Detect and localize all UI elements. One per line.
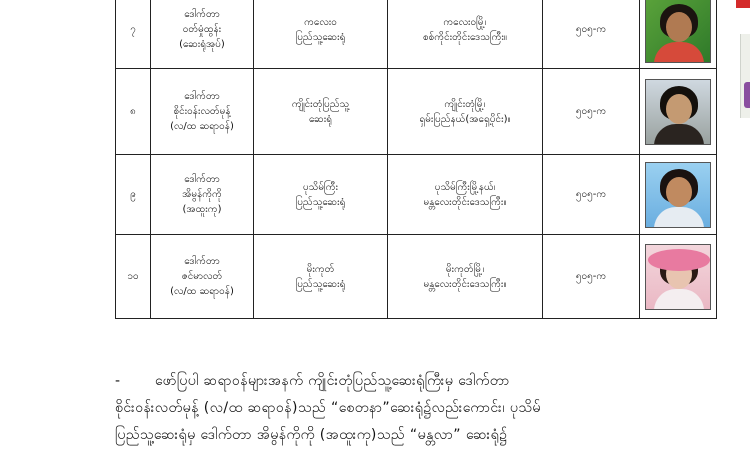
- cell-number-text: ၈: [130, 106, 136, 117]
- portrait-photo: [645, 0, 711, 63]
- cell-address-text: ပုသိမ်ကြီးမြို့နယ်၊ မန္တလေးတိုင်းဒေသကြီး။: [423, 181, 507, 208]
- cell-code-text: ၅၀၅-က: [575, 271, 607, 282]
- table-row: [116, 155, 717, 235]
- cell-hospital-text: ကျိုင်းတုံပြည်သူ့ ဆေးရုံ: [291, 98, 350, 125]
- table-row: [116, 0, 717, 69]
- cell-photo: [640, 235, 717, 319]
- cell-address-text: ကလေးဝမြို့၊ စစ်ကိုင်းတိုင်းဒေသကြီး။: [423, 16, 507, 43]
- cell-name-text: ဒေါက်တာ စိုင်းဝန်းလတ်မုန့် (လ/ထ ဆရာဝန်): [170, 91, 234, 132]
- cell-hospital-text: ပုသိမ်ကြီး ပြည်သူ့ဆေးရုံ: [295, 181, 346, 208]
- cell-address: [388, 0, 543, 69]
- cell-hospital-text: ကလေးဝ ပြည်သူ့ဆေးရုံ: [295, 16, 346, 43]
- cell-hospital-text: မိုးကုတ် ပြည်သူ့ဆေးရုံ: [295, 263, 346, 290]
- table-row: [116, 69, 717, 155]
- cell-address: [388, 155, 543, 235]
- cell-name: [151, 0, 254, 69]
- cell-address: [388, 69, 543, 155]
- cell-name-text: ဒေါက်တာ ဝတ်မှုံထွန်း (ဆေးရုံအုပ်): [179, 9, 225, 50]
- cell-photo: [640, 0, 717, 69]
- cell-address-text: ကျိုင်းတုံမြို့၊ ရှမ်းပြည်နယ်(အရှေ့ပိုင်း)။: [419, 98, 511, 125]
- paragraph-line: စိုင်းဝန်းလတ်မုန့် (လ/ထ ဆရာဝန်)သည် “စေတနာ”ဆေးရုံ၌လည်းကောင်း၊ ပုသိမ်: [115, 400, 541, 416]
- side-photo-detail: [744, 82, 750, 108]
- cell-name: [151, 235, 254, 319]
- cell-number: [116, 0, 151, 69]
- table-row: [116, 235, 717, 319]
- cell-photo: [640, 155, 717, 235]
- cell-code: [543, 155, 640, 235]
- paragraph-text: ဖော်ပြပါ ဆရာဝန်များအနက် ကျိုင်းတုံပြည်သူ့ဆေးရုံကြီးမှ ဒေါက်တာ: [155, 373, 510, 389]
- cell-address: [388, 235, 543, 319]
- staff-table: [115, 0, 717, 319]
- cell-name: [151, 155, 254, 235]
- cell-hospital: [254, 69, 388, 155]
- body-paragraph: [115, 368, 675, 449]
- cell-hospital: [254, 235, 388, 319]
- cell-number: [116, 235, 151, 319]
- cell-number-text: ၇: [130, 24, 136, 35]
- cell-name-text: ဒေါက်တာ ဇင်မာလတ် (လ/ထ ဆရာဝန်): [170, 256, 234, 297]
- cell-address-text: မိုးကုတ်မြို့၊ မန္တလေးတိုင်းဒေသကြီး။: [423, 263, 507, 290]
- cell-code-text: ၅၀၅-က: [575, 189, 607, 200]
- cell-number: [116, 69, 151, 155]
- portrait-photo: [645, 79, 711, 145]
- cell-name-text: ဒေါက်တာ အိမွန်ကိုကို (အထူးကု): [182, 174, 222, 215]
- paragraph-bullet: -: [115, 373, 121, 389]
- cell-number: [116, 155, 151, 235]
- cell-hospital: [254, 155, 388, 235]
- side-red-strip: [736, 0, 750, 8]
- cell-photo: [640, 69, 717, 155]
- cell-code-text: ၅၀၅-က: [575, 24, 607, 35]
- cell-hospital: [254, 0, 388, 69]
- cell-name: [151, 69, 254, 155]
- cell-number-text: ၉: [130, 189, 136, 200]
- cell-code: [543, 69, 640, 155]
- paragraph-line: ပြည်သူ့ဆေးရုံမှ ဒေါက်တာ အိမွန်ကိုကို (အထူးကု)သည် “မန္တလာ” ဆေးရုံ၌: [115, 427, 508, 443]
- cell-number-text: ၁၀: [127, 271, 139, 282]
- portrait-photo: [645, 244, 711, 310]
- cell-code: [543, 0, 640, 69]
- portrait-photo: [645, 162, 711, 228]
- cell-code: [543, 235, 640, 319]
- cell-code-text: ၅၀၅-က: [575, 106, 607, 117]
- paragraph-line: [115, 368, 675, 395]
